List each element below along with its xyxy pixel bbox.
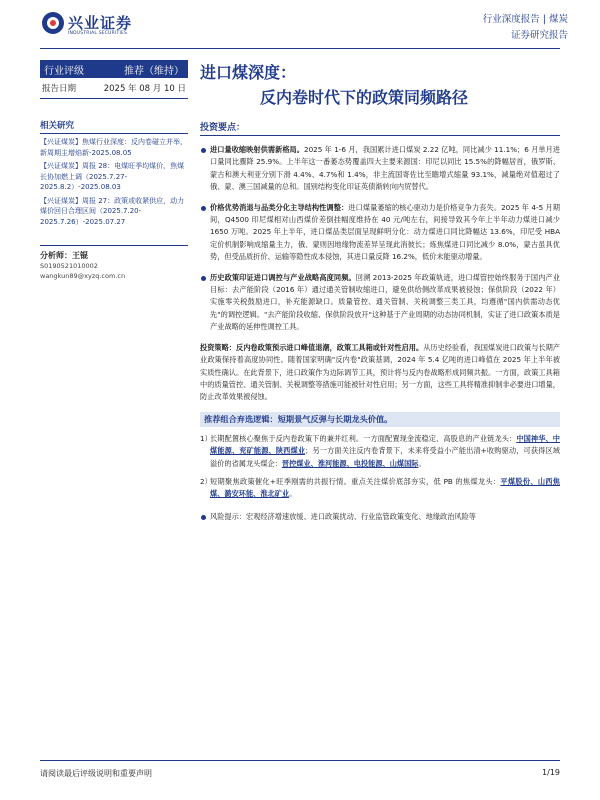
date-label: 报告日期 [42, 84, 77, 94]
footer-disclaimer: 请阅读最后评级说明和重要声明 [40, 769, 152, 778]
strategy-text: 从历史经验看，我国煤炭进口政策与长期产业政策保持着高度协同性。随着国家明确"反内卷"政策基调，2024 年 5.4 亿吨的进口峰值在 2025 年上半年被实质性确认。在此背景下，进口政策作为边际调节工具，预计将与反内卷战略形成同频共振。一方面，政策工具箱中的质量管控、通关管制、关税调整等措施可能被针对性启用；另一方面，这些工具将精准抑制非必要进口增量，防止改革效果被侵蚀。 [200, 342, 560, 402]
analyst-id: S0190521010002 [40, 262, 98, 270]
bullet-text: 进口煤量萎缩的核心驱动力是价格竞争力丧失。2025 年 4-5 月期间，Q4500 印尼煤相对山西煤价差倒挂幅度维持在 40 元/吨左右，间接导致其今年上半年动力煤进口减少 1650 万吨。2025 年上半年，进口煤品类层面呈现鲜明分化：动力煤进口同比降幅达 13.6%，印尼受 HBA 定价机制影响成缩量主力，俄、蒙则因地缘物流差异呈现此消彼长；炼焦煤进口同比减少 8.0%，蒙古虽具优势，但受品质折价、运输等隐性成本侵蚀，其进口量反降 16.2%，低价未能驱动增量。 [210, 202, 560, 262]
related-research-link[interactable]: 【兴证煤炭】焦煤行业深度：反内卷碰立并举，新周期主增焰新-2025.08.05 [40, 138, 187, 157]
stock-list: 中国神华、中煤能源、兖矿能源、陕西煤业 [210, 433, 560, 456]
analyst-email[interactable]: wangkun89@xyzq.com.cn [40, 272, 126, 280]
page-number: 1/19 [542, 768, 560, 777]
highlight-bullet [200, 272, 560, 334]
header-divider [40, 48, 560, 49]
report-date-row [40, 78, 188, 99]
rec-text: 长期配置核心聚焦于反内卷政策下的兼并红利。一方面配置现金流稳定、高股息的产业链龙头： [210, 433, 517, 443]
bullet-text: 回溯 2013-2025 年政策轨迹，进口煤管控始终服务于国内产业目标：去产能阶段（2016 年）通过通关管制收缩进口，避免供给侧改革成果被侵蚀；保供阶段（2022 年）实施零关税鼓励进口，补充能源缺口。质量管控、通关管制、关税调整三类工具，均遵循"国内供需动态优先"的调控逻辑。"去产能阶段收缩、保供阶段放开"这种基于产业周期的动态协同机制，实证了进口政策本质是产业战略的延伸性调控工具。 [210, 272, 560, 332]
bullet-heading: 进口量收缩映射供需新格局。 [210, 145, 305, 154]
rec-text: 。 [289, 489, 297, 499]
report-title-line2: 反内卷时代下的政策同频路径 [260, 88, 469, 107]
stock-list: 晋控煤业、淮河能源、电投能源、山煤国际 [281, 458, 419, 468]
report-type-block [483, 12, 568, 44]
rating-label: 行业评级 [44, 65, 84, 77]
item-number: 2） [200, 476, 212, 486]
investment-strategy [200, 342, 560, 404]
analyst-name: 分析师：王锟 [40, 251, 88, 260]
investment-highlights-heading: 投资要点： [200, 120, 560, 136]
highlight-bullet [200, 202, 560, 264]
related-research-link[interactable]: 【兴证煤炭】周报 27：政策或收紧供应，动力煤价回日合理区间（2025.7.20-2025.7.26）-2025.07.27 [40, 196, 185, 226]
main-content [200, 58, 560, 523]
highlight-bullet [200, 144, 560, 194]
rec-text: 。 [418, 458, 426, 468]
footer-divider [40, 760, 560, 761]
report-subtype: 证券研究报告 [510, 30, 568, 41]
bullet-text: 2025 年 1-6 月，我国累计进口煤炭 2.22 亿吨，同比减少 11.1%；6 月单月进口量同比骤降 25.9%。上半年这一番萎态势覆盖四大主要来源国：印尼以同比 15.5%的降幅居首，俄罗斯、蒙古和澳大利亚分别下滑 4.4%、4.7%和 1.4%，非主流国寄佐比至瞻增式缩量 93.1%，减量绝对值超过了俄、蒙、澳三国减量的总和。国别结构变化印证英债渐转向内贸替代。 [210, 145, 560, 192]
recommendation-heading: 推荐组合弃选逻辑：短期景气反弹与长期龙头价值。 [200, 412, 560, 427]
page-header [0, 0, 600, 48]
bullet-heading: 历史政策印证进口调控与产业战略高度同频。 [210, 272, 356, 282]
bullet-heading: 价格优势消退与品类分化主导结构性调整： [210, 202, 349, 212]
sidebar [40, 60, 188, 281]
rating-value: 推荐（维持） [124, 65, 184, 77]
rating-bar [40, 60, 188, 78]
risk-warning: 风险提示：宏观经济增速放缓、进口政策扰动、行业监管政策变化、地缘政治风险等 [200, 511, 560, 523]
recommendation-item [200, 476, 560, 501]
related-research-title: 相关研究 [40, 119, 188, 134]
rec-text: ；另一方面关注反内卷背景下，未来将受益小产能出清+收购驱动，可获得区域溢价的省属龙头煤企： [210, 446, 560, 468]
strategy-heading: 投资策略：反内卷政策预示进口峰值退潮，政策工具箱或针对性启用。 [200, 342, 424, 352]
report-type: 行业深度报告 | 煤炭 [482, 14, 568, 25]
recommendation-item [200, 433, 560, 470]
stock-list: 平煤股份、山西焦煤、潞安环能、淮北矿业 [210, 476, 560, 499]
rec-text: 短期聚焦政策催化+旺季刚需的共振行情。重点关注煤价底部夯实，低 PB 的焦煤龙头： [210, 476, 501, 486]
logo-english-name: INDUSTRIAL SECURITIES [68, 31, 128, 36]
report-title-line1: 进口煤深度： [200, 63, 297, 82]
item-number: 1） [200, 433, 212, 443]
logo-mark-icon [42, 12, 64, 34]
logo-chinese-name: 兴业证券 [68, 14, 133, 32]
related-research-link[interactable]: 【兴证煤炭】周报 28：电煤旺季均煤价，焦煤长协加燃上调（2025.7.27-2025.8.2）-2025.08.03 [40, 162, 185, 191]
analyst-info [40, 245, 188, 281]
date-value: 2025 年 08 月 10 日 [103, 84, 186, 94]
